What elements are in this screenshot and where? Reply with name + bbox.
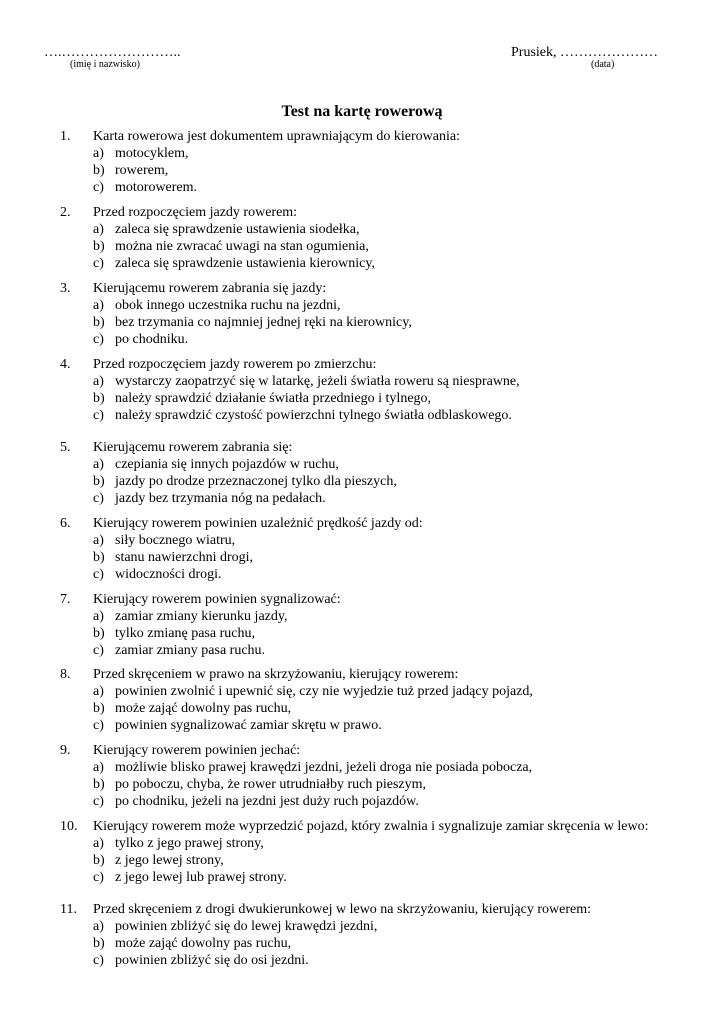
option-letter: b) — [93, 163, 105, 178]
option-letter: a) — [93, 760, 104, 775]
option-letter: a) — [93, 919, 104, 934]
answer-option-b — [0, 700, 724, 717]
option-text: czepiania się innych pojazdów w ruchu, — [115, 457, 339, 472]
answer-option-b — [0, 390, 724, 407]
option-letter: c) — [93, 256, 104, 271]
question-number: 6. — [60, 516, 71, 531]
option-text: widoczności drogi. — [115, 567, 222, 582]
answer-option-c — [0, 179, 724, 196]
answer-option-a — [0, 532, 724, 549]
option-text: należy sprawdzić czystość powierzchni tylnego światła odblaskowego. — [115, 408, 512, 423]
option-text: zaleca się sprawdzenie ustawienia siodełka, — [115, 222, 360, 237]
answer-option-c — [0, 407, 724, 424]
option-text: rowerem, — [115, 163, 169, 178]
answer-option-c — [0, 869, 724, 886]
answer-option-b — [0, 162, 724, 179]
answer-option-a — [0, 759, 724, 776]
question-6 — [0, 515, 724, 583]
answer-option-c — [0, 566, 724, 583]
answer-option-b — [0, 473, 724, 490]
option-letter: a) — [93, 222, 104, 237]
question-number: 11. — [60, 902, 77, 917]
option-text: po poboczu, chyba, że rower utrudniałby ruch pieszym, — [115, 777, 427, 792]
question-5 — [0, 439, 724, 507]
question-number: 7. — [60, 592, 71, 607]
answer-option-b — [0, 549, 724, 566]
question-text: Przed skręceniem z drogi dwukierunkowej w lewo na skrzyżowaniu, kierujący rowerem: — [93, 902, 591, 917]
option-text: jazdy bez trzymania nóg na pedałach. — [115, 491, 326, 506]
question-8 — [0, 666, 724, 734]
question-4 — [0, 356, 724, 424]
answer-option-b — [0, 935, 724, 952]
page-title: Test na kartę rowerową — [281, 103, 443, 120]
question-7 — [0, 591, 724, 659]
option-letter: c) — [93, 643, 104, 658]
option-letter: c) — [93, 180, 104, 195]
question-10 — [0, 818, 724, 886]
answer-option-b — [0, 625, 724, 642]
option-letter: c) — [93, 408, 104, 423]
answer-option-c — [0, 642, 724, 659]
option-letter: a) — [93, 533, 104, 548]
option-letter: a) — [93, 609, 104, 624]
option-text: powinien zwolnić i upewnić się, czy nie wyjedzie tuż przed jadący pojazd, — [115, 684, 533, 699]
answer-option-a — [0, 373, 724, 390]
option-letter: a) — [93, 298, 104, 313]
question-number: 4. — [60, 357, 71, 372]
question-text: Kierujący rowerem może wyprzedzić pojazd, który zwalnia i sygnalizuje zamiar skręcenia w lewo: — [93, 819, 649, 834]
option-text: powinien zbliżyć się do lewej krawędzi jezdni, — [115, 919, 378, 934]
question-1 — [0, 128, 724, 196]
answer-option-b — [0, 776, 724, 793]
option-letter: b) — [93, 853, 105, 868]
answer-option-a — [0, 918, 724, 935]
question-11 — [0, 901, 724, 969]
option-letter: a) — [93, 836, 104, 851]
option-text: z jego lewej strony, — [115, 853, 224, 868]
option-letter: b) — [93, 315, 105, 330]
option-letter: b) — [93, 239, 105, 254]
answer-option-a — [0, 297, 724, 314]
answer-option-c — [0, 490, 724, 507]
question-9 — [0, 742, 724, 810]
option-letter: a) — [93, 146, 104, 161]
answer-option-c — [0, 717, 724, 734]
question-text: Karta rowerowa jest dokumentem uprawniającym do kierowania: — [93, 129, 460, 144]
question-number: 10. — [60, 819, 78, 834]
question-text: Kierujący rowerem powinien uzależnić prędkość jazdy od: — [93, 516, 423, 531]
option-text: z jego lewej lub prawej strony. — [115, 870, 287, 885]
answer-option-c — [0, 331, 724, 348]
option-text: motorowerem. — [115, 180, 198, 195]
option-text: można nie zwracać uwagi na stan ogumienia, — [115, 239, 369, 254]
question-text: Kierującemu rowerem zabrania się jazdy: — [93, 281, 327, 296]
option-text: obok innego uczestnika ruchu na jezdni, — [115, 298, 341, 313]
place-date-line: Prusiek, ………………… — [511, 45, 658, 60]
question-text: Kierujący rowerem powinien sygnalizować: — [93, 592, 341, 607]
question-number: 3. — [60, 281, 71, 296]
answer-option-a — [0, 835, 724, 852]
question-2 — [0, 204, 724, 272]
question-number: 8. — [60, 667, 71, 682]
option-text: tylko z jego prawej strony, — [115, 836, 264, 851]
option-letter: b) — [93, 936, 105, 951]
question-number: 9. — [60, 743, 71, 758]
answer-option-a — [0, 456, 724, 473]
answer-option-c — [0, 255, 724, 272]
answer-option-b — [0, 852, 724, 869]
answer-option-a — [0, 145, 724, 162]
option-text: wystarczy zaopatrzyć się w latarkę, jeżeli światła roweru są niesprawne, — [115, 374, 520, 389]
option-letter: b) — [93, 550, 105, 565]
option-letter: c) — [93, 794, 104, 809]
option-letter: c) — [93, 567, 104, 582]
question-3 — [0, 280, 724, 348]
answer-option-a — [0, 608, 724, 625]
option-text: po chodniku. — [115, 332, 189, 347]
option-text: bez trzymania co najmniej jednej ręki na kierownicy, — [115, 315, 412, 330]
option-text: motocyklem, — [115, 146, 189, 161]
question-text: Przed skręceniem w prawo na skrzyżowaniu, kierujący rowerem: — [93, 667, 459, 682]
question-text: Przed rozpoczęciem jazdy rowerem po zmierzchu: — [93, 357, 377, 372]
question-text: Kierującemu rowerem zabrania się: — [93, 440, 293, 455]
answer-option-c — [0, 952, 724, 969]
option-text: jazdy po drodze przeznaczonej tylko dla pieszych, — [115, 474, 397, 489]
option-letter: b) — [93, 626, 105, 641]
answer-option-b — [0, 314, 724, 331]
option-text: powinien zbliżyć się do osi jezdni. — [115, 953, 309, 968]
answer-option-b — [0, 238, 724, 255]
question-number: 1. — [60, 129, 71, 144]
option-text: stanu nawierzchni drogi, — [115, 550, 254, 565]
answer-option-a — [0, 221, 724, 238]
option-text: po chodniku, jeżeli na jezdni jest duży ruch pojazdów. — [115, 794, 419, 809]
answer-option-a — [0, 683, 724, 700]
option-letter: a) — [93, 457, 104, 472]
name-field-line: ….…………………….. — [44, 45, 181, 60]
name-field-caption: (imię i nazwisko) — [70, 59, 140, 70]
option-letter: b) — [93, 777, 105, 792]
option-letter: c) — [93, 491, 104, 506]
option-letter: b) — [93, 474, 105, 489]
option-letter: c) — [93, 332, 104, 347]
question-text: Kierujący rowerem powinien jechać: — [93, 743, 301, 758]
date-field-caption: (data) — [591, 59, 615, 70]
option-text: zamiar zmiany kierunku jazdy, — [115, 609, 288, 624]
option-text: siły bocznego wiatru, — [115, 533, 236, 548]
question-number: 2. — [60, 205, 71, 220]
option-letter: b) — [93, 701, 105, 716]
option-text: tylko zmianę pasa ruchu, — [115, 626, 255, 641]
option-text: może zająć dowolny pas ruchu, — [115, 701, 292, 716]
option-letter: c) — [93, 870, 104, 885]
option-text: może zająć dowolny pas ruchu, — [115, 936, 292, 951]
option-text: możliwie blisko prawej krawędzi jezdni, jeżeli droga nie posiada pobocza, — [115, 760, 533, 775]
option-text: należy sprawdzić działanie światła przedniego i tylnego, — [115, 391, 432, 406]
option-letter: a) — [93, 374, 104, 389]
option-text: zamiar zmiany pasa ruchu. — [115, 643, 266, 658]
option-letter: b) — [93, 391, 105, 406]
option-letter: a) — [93, 684, 104, 699]
question-number: 5. — [60, 440, 71, 455]
option-text: zaleca się sprawdzenie ustawienia kierownicy, — [115, 256, 375, 271]
option-text: powinien sygnalizować zamiar skrętu w prawo. — [115, 718, 382, 733]
option-letter: c) — [93, 718, 104, 733]
answer-option-c — [0, 793, 724, 810]
question-text: Przed rozpoczęciem jazdy rowerem: — [93, 205, 298, 220]
option-letter: c) — [93, 953, 104, 968]
